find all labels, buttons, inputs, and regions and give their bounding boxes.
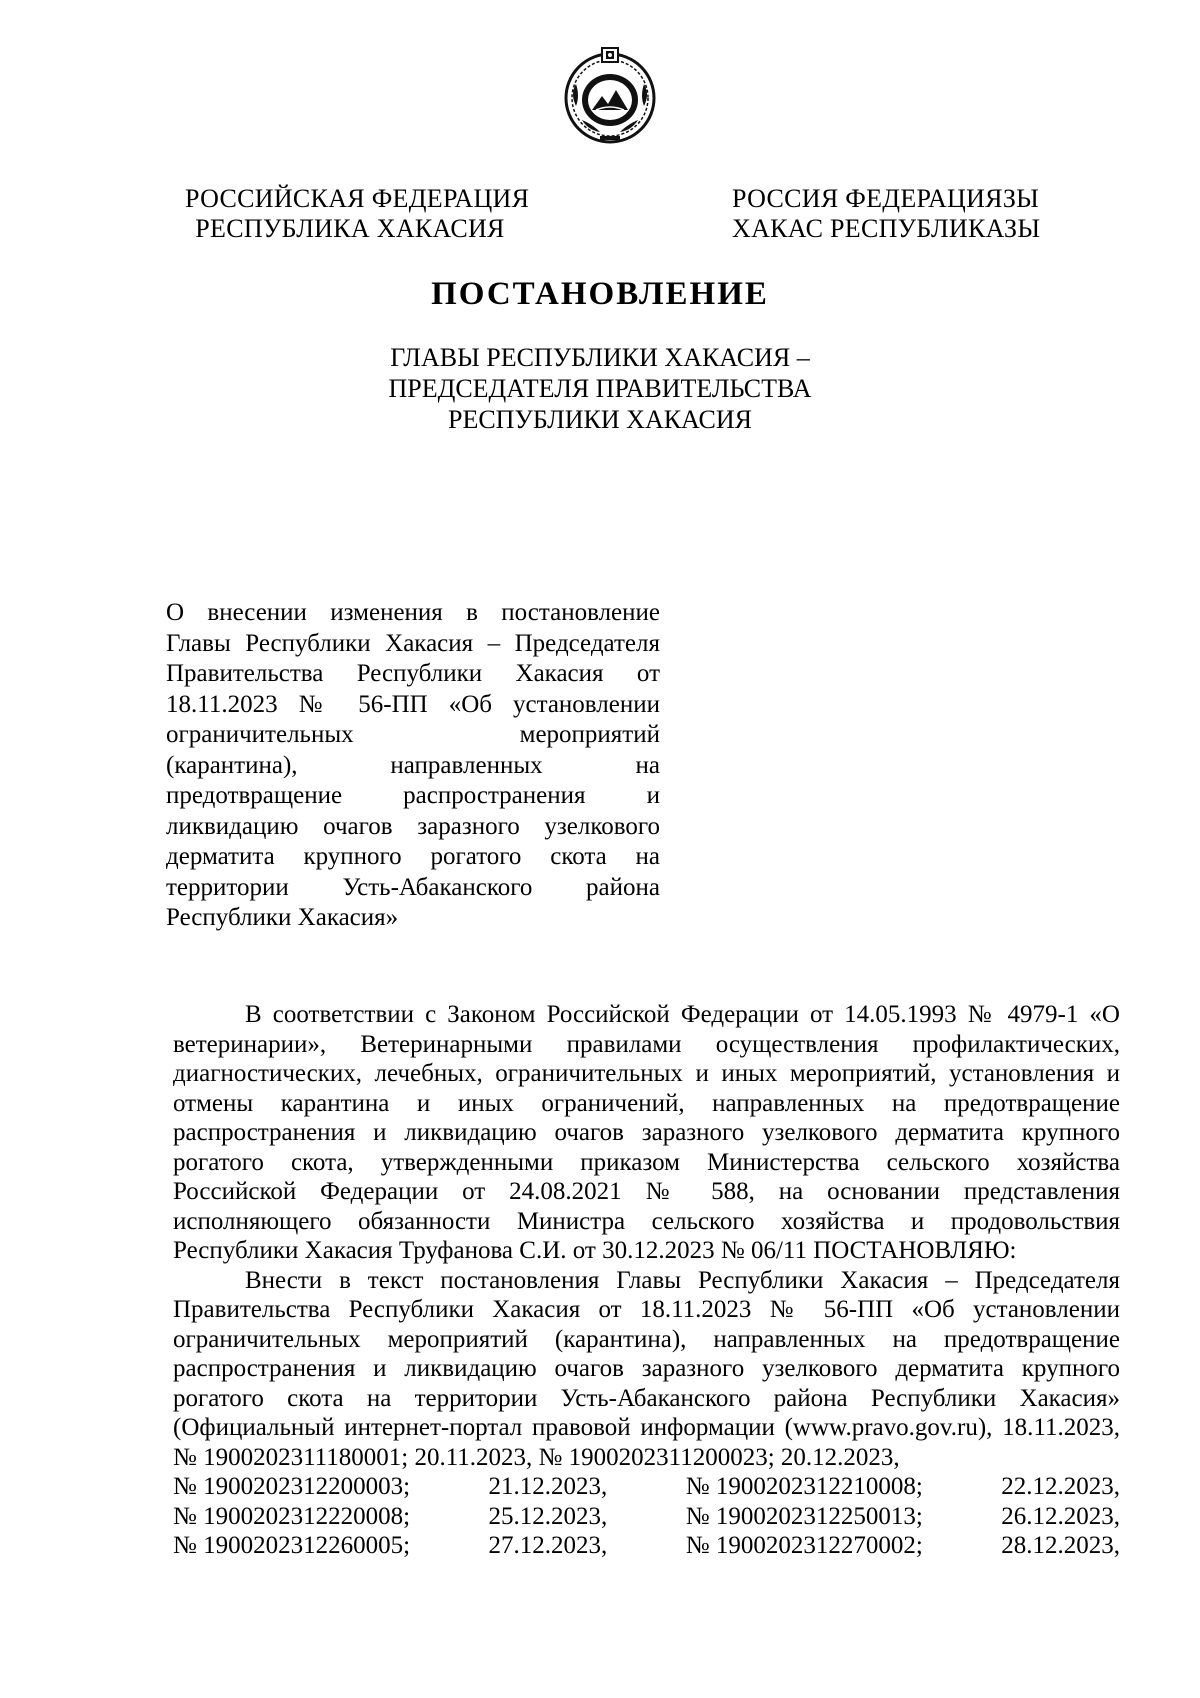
reference-row — [173, 1502, 1120, 1532]
title-line: дерматита крупного рогатого скота на — [166, 843, 660, 870]
reference-number: № 1900202312260005; — [173, 1532, 411, 1559]
issuer-line2: ПРЕДСЕДАТЕЛЯ ПРАВИТЕЛЬСТВА — [388, 374, 812, 403]
header-left-russian — [185, 184, 530, 244]
title-line: Правительства Республики Хакасия от — [166, 660, 660, 687]
reference-row — [173, 1472, 1120, 1502]
issuer-line3: РЕСПУБЛИКИ ХАКАСИЯ — [447, 405, 752, 434]
issuer-block — [0, 342, 1200, 435]
document-title — [166, 598, 660, 934]
reference-number: № 1900202312210008; — [685, 1473, 923, 1500]
title-line: (карантина), направленных на — [166, 751, 660, 779]
title-line: территории Усть-Абаканского района — [166, 873, 660, 901]
publication-references — [173, 1472, 1120, 1561]
reference-date: 27.12.2023, — [488, 1532, 608, 1559]
title-line: ликвидацию очагов заразного узелкового — [166, 812, 660, 840]
body-text — [173, 1000, 1120, 1472]
header-right-line1: РОССИЯ ФЕДЕРАЦИЯЗЫ — [732, 184, 1040, 213]
reference-number: № 1900202312270002; — [685, 1532, 923, 1559]
coat-of-arms-emblem — [562, 44, 658, 148]
title-line: Республики Хакасия» — [166, 904, 399, 931]
reference-date: 26.12.2023, — [1001, 1502, 1120, 1530]
reference-date: 22.12.2023, — [1001, 1473, 1120, 1500]
reference-number: № 1900202312220008; — [173, 1502, 411, 1530]
reference-number: № 1900202312200003; — [173, 1473, 411, 1500]
document-type-heading: ПОСТАНОВЛЕНИЕ — [431, 276, 769, 312]
header-right-line2: ХАКАС РЕСПУБЛИКАЗЫ — [732, 214, 1041, 243]
reference-number: № 1900202312250013; — [685, 1502, 923, 1530]
reference-date: 21.12.2023, — [488, 1473, 608, 1500]
title-line: О внесении изменения в постановление — [166, 599, 660, 626]
header-left-line1: РОССИЙСКАЯ ФЕДЕРАЦИЯ — [185, 184, 530, 213]
preamble-paragraph: В соответствии с Законом Российской Федерации от 14.05.1993 № 4979-1 «О ветеринарии», Ветеринарными правилами осуществления профилактических, диагностических, лечебных, ограничительных и иных мероприятий, установления и отмены карантина и иных ограничений, направленных на предотвращение распространения и ликвидацию очагов заразного узелкового дерматита крупного рогатого скота, утвержденными приказом Министерства сельского хозяйства Российской Федерации от 24.08.2021 № 588, на основании представления исполняющего обязанности Министра сельского хозяйства и продовольствия Республики Хакасия Труфанова С.И. от 30.12.2023 № 06/11 ПОСТАНОВЛЯЮ: — [173, 1001, 1120, 1264]
header-left-line2: РЕСПУБЛИКА ХАКАСИЯ — [195, 214, 505, 243]
title-line: предотвращение распространения и — [166, 782, 660, 809]
reference-date: 25.12.2023, — [488, 1502, 608, 1530]
header-right-khakas — [732, 184, 1041, 244]
title-line: Главы Республики Хакасия – Председателя — [166, 629, 660, 657]
issuer-line1: ГЛАВЫ РЕСПУБЛИКИ ХАКАСИЯ – — [390, 343, 810, 372]
decision-paragraph: Внести в текст постановления Главы Республики Хакасия – Председателя Правительства Республики Хакасия от 18.11.2023 № 56-ПП «Об установлении ограничительных мероприятий (карантина), направленных на предотвращение распространения и ликвидацию очагов заразного узелкового дерматита крупного рогатого скота на территории Усть-Абаканского района Республики Хакасия» (Официальный интернет-портал правовой информации (www.pravo.gov.ru), 18.11.2023, № 1900202311180001; 20.11.2023, № 1900202311200023; 20.12.2023, — [173, 1266, 1120, 1471]
title-line: ограничительных мероприятий — [166, 721, 660, 748]
reference-row — [173, 1531, 1120, 1561]
reference-date: 28.12.2023, — [1001, 1532, 1120, 1559]
title-line: 18.11.2023 № 56-ПП «Об установлении — [166, 690, 660, 718]
